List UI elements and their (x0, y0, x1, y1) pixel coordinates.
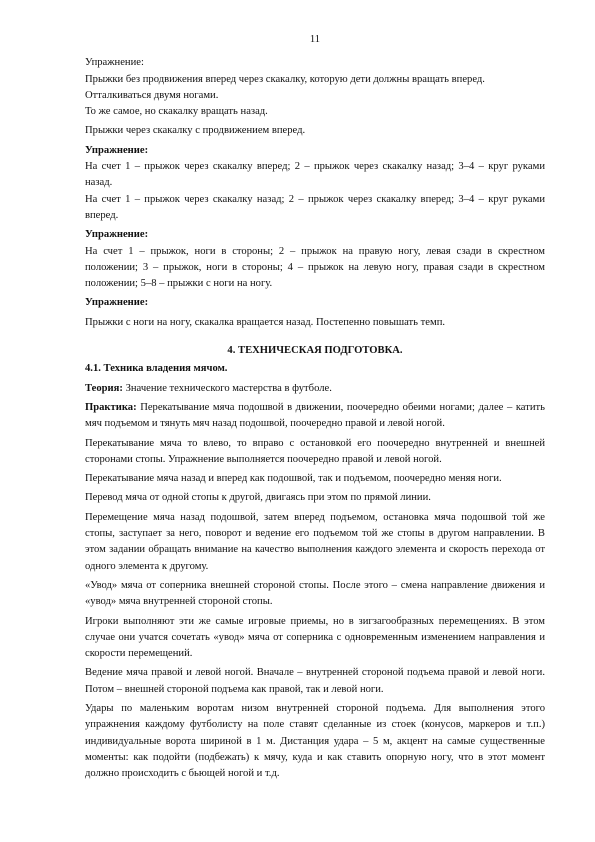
paragraph: Ведение мяча правой и левой ногой. Вначале – внутренней стороной подъема правой и левой ноги. Потом – внешней стороной подъема как правой, так и левой ноги. (85, 667, 545, 695)
theory-paragraph: Теория: Значение технического мастерства в футболе. (85, 382, 332, 394)
paragraph: На счет 1 – прыжок через скакалку назад; 2 – прыжок через скакалку вперед; 3–4 – круг руками вперед. (85, 193, 545, 221)
exercise-heading-4: Упражнение: (85, 297, 149, 309)
paragraph: Игроки выполняют эти же самые игровые приемы, но в зигзагообразных перемещениях. В этом случае они учатся сочетать «увод» мяча от соперника с одновременным изменением направления и скорости перемещений. (85, 615, 545, 660)
subsection-title: 4.1. Техника владения мячом. (85, 363, 228, 375)
section-title: 4. ТЕХНИЧЕСКАЯ ПОДГОТОВКА. (227, 345, 403, 357)
exercise-heading-1: Упражнение: (85, 57, 144, 69)
exercise-heading-3: Упражнение: (85, 229, 149, 241)
practice-paragraph: Практика: Перекатывание мяча подошвой в движении, поочередно обеими ногами; далее – катить мяч подъемом и тянуть мяч назад подошвой, поочередно правой и левой ногой. (85, 401, 545, 430)
paragraph: Перемещение мяча назад подошвой, затем вперед подъемом, остановка мяча подошвой той же стопы, заступает за него, поворот и ведение его подъемом той же стопы в другом направлении. В этом задании обращать внимание на качество выполнения каждого элемента и скорость перехода от одного элемента к другому. (85, 511, 545, 572)
paragraph: Прыжки через скакалку с продвижением вперед. (85, 125, 306, 137)
paragraph: Перекатывание мяча назад и вперед как подошвой, так и подъемом, поочередно меняя ноги. (85, 473, 502, 485)
paragraph: «Увод» мяча от соперника внешней стороной стопы. После этого – смена направление движения и «увод» мяча внутренней стороной стопы. (85, 579, 545, 608)
page-number: 11 (309, 34, 321, 45)
paragraph: Отталкиваться двумя ногами. (85, 89, 219, 101)
paragraph: Прыжки без продвижения вперед через скакалку, которую дети должны вращать вперед. (85, 73, 485, 85)
exercise-heading-2: Упражнение: (85, 144, 149, 156)
paragraph: На счет 1 – прыжок, ноги в стороны; 2 – прыжок на правую ногу, левая сзади в скрестном положении; 3 – прыжок, ноги в стороны; 4 – прыжок на левую ногу, правая сзади в скрестном положении; 5–8 – прыжки с ноги на ногу. (85, 245, 545, 290)
paragraph: Перевод мяча от одной стопы к другой, двигаясь при этом по прямой линии. (85, 492, 431, 504)
paragraph: Прыжки с ноги на ногу, скакалка вращается назад. Постепенно повышать темп. (85, 316, 446, 328)
document-page (85, 32, 545, 782)
paragraph: То же самое, но скакалку вращать назад. (85, 106, 268, 118)
paragraph: На счет 1 – прыжок через скакалку вперед; 2 – прыжок через скакалку назад; 3–4 – круг руками назад. (85, 161, 545, 189)
paragraph: Перекатывание мяча то влево, то вправо с остановкой его поочередно внутренней и внешней сторонами стопы. Упражнение выполняется поочередно правой и левой ногой. (85, 437, 545, 465)
paragraph: Удары по маленьким воротам низом внутренней стороной подъема. Для выполнения этого упражнения каждому футболисту на поле ставят сделанные из стоек (конусов, маркеров и т.п.) индивидуальные ворота шириной в 1 м. Дистанция удара – 5 м, акцент на самые существенные моменты: как подойти (подбежать) к мячу, куда и как ставить опорную ногу, что в этот момент должно происходить с бьющей ногой и т.д. (85, 702, 545, 780)
